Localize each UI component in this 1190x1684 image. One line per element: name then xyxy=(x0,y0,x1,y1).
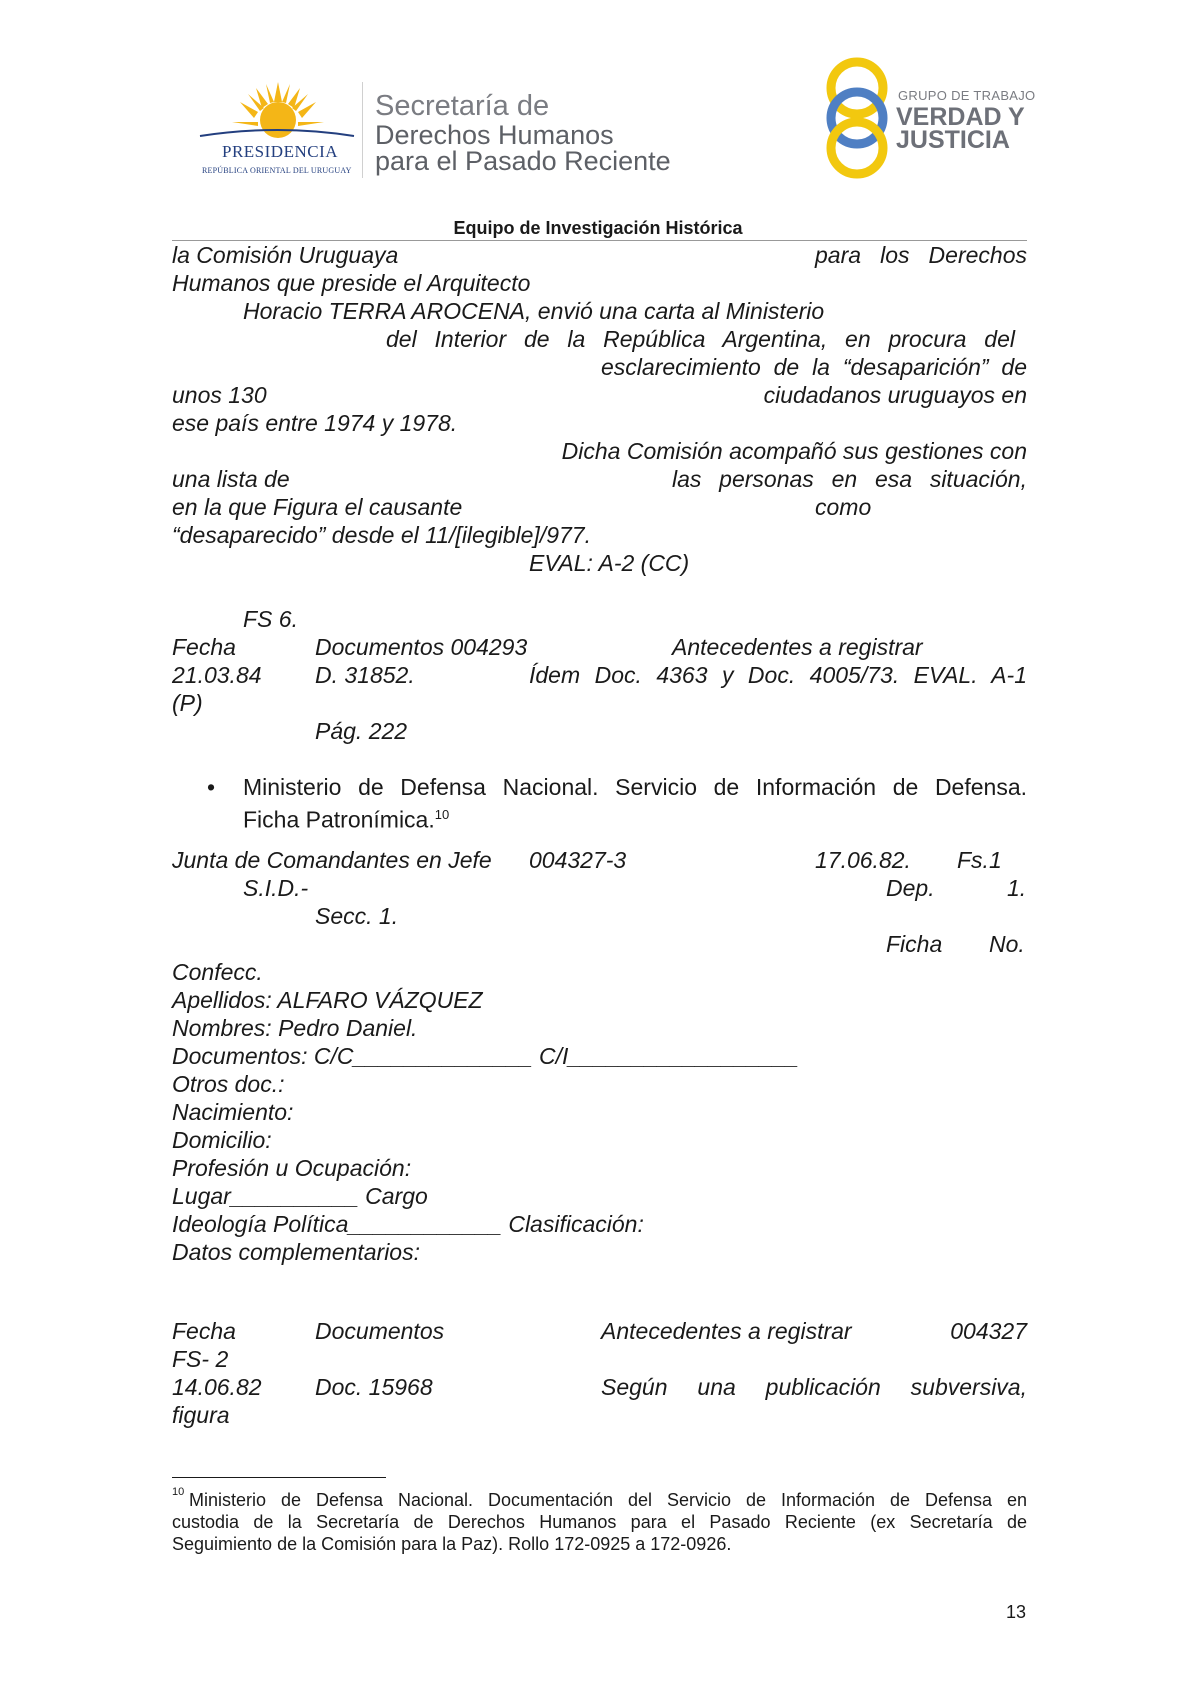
entry-date: 21.03.84 xyxy=(172,662,262,688)
secretaria-line-1: Secretaría de xyxy=(375,90,550,122)
documentos-field: Documentos: C/C______________ C/I__________________ xyxy=(172,1043,799,1069)
no-label: No. xyxy=(989,931,1025,957)
domicilio: Domicilio: xyxy=(172,1127,272,1153)
line: ese país entre 1974 y 1978. xyxy=(172,410,458,436)
ficha-date: 17.06.82. xyxy=(815,847,911,873)
entry-pag: Pág. 222 xyxy=(315,718,408,744)
entry-figura: figura xyxy=(172,1402,230,1428)
line: como xyxy=(815,494,872,520)
entry-segun: Según una publicación subversiva, xyxy=(601,1374,1027,1400)
profesion: Profesión u Ocupación: xyxy=(172,1155,412,1181)
ficha-fs: Fs.1 xyxy=(957,847,1002,873)
line: Humanos que preside el Arquitecto xyxy=(172,270,531,296)
bullet-line-2 xyxy=(243,801,449,834)
fs-label: FS 6. xyxy=(243,606,298,632)
entry-p: (P) xyxy=(172,690,203,716)
fs-2: FS- 2 xyxy=(172,1346,229,1372)
footnote-line-1: Ministerio de Defensa Nacional. Documentación del Servicio de Información de Defensa en xyxy=(189,1490,1027,1510)
line: en la que Figura el causante xyxy=(172,494,463,520)
otros-doc: Otros doc.: xyxy=(172,1071,285,1097)
line: una lista de xyxy=(172,466,290,492)
header-divider xyxy=(362,82,363,178)
bullet-line-2-text: Ficha Patronímica. xyxy=(243,806,435,833)
ficha-label: Ficha xyxy=(886,931,943,957)
dep-num: 1. xyxy=(1007,875,1027,901)
nombres: Nombres: Pedro Daniel. xyxy=(172,1015,418,1041)
line: la Comisión Uruguaya xyxy=(172,242,399,268)
secc: Secc. 1. xyxy=(315,903,399,929)
secretaria-line-2: Derechos Humanos xyxy=(375,120,614,150)
verdad-label: VERDAD Y xyxy=(896,103,1025,131)
line: EVAL: A-2 (CC) xyxy=(529,550,690,576)
bullet-line-1: Ministerio de Defensa Nacional. Servicio de Información de Defensa. xyxy=(243,774,1027,800)
line: Dicha Comisión acompañó sus gestiones con xyxy=(561,438,1027,464)
lugar: Lugar__________ Cargo xyxy=(172,1183,428,1209)
documentos-header: Documentos xyxy=(315,1318,445,1344)
line: esclarecimiento de la “desaparición” de xyxy=(601,354,1027,380)
footnote-line-3: Seguimiento de la Comisión para la Paz). Rollo 172-0925 a 172-0926. xyxy=(172,1534,732,1554)
line: Horacio TERRA AROCENA, envió una carta al Ministerio xyxy=(243,298,825,324)
grupo-label: GRUPO DE TRABAJO xyxy=(898,88,1036,103)
team-title: Equipo de Investigación Histórica xyxy=(453,218,743,238)
line: unos 130 xyxy=(172,382,267,408)
ideologia: Ideología Política____________ Clasificación: xyxy=(172,1211,644,1237)
junta: Junta de Comandantes en Jefe xyxy=(172,847,492,873)
page-number: 13 xyxy=(1006,1602,1027,1622)
footnote-number: 10 xyxy=(172,1486,185,1498)
sun-icon xyxy=(196,80,356,150)
nacimiento: Nacimiento: xyxy=(172,1099,294,1125)
footnote-line-2: custodia de la Secretaría de Derechos Humanos para el Pasado Reciente (ex Secretaría de xyxy=(172,1512,1027,1532)
sid: S.I.D.- xyxy=(243,875,309,901)
dep: Dep. xyxy=(886,875,935,901)
antecedentes-header: Antecedentes a registrar xyxy=(672,634,923,660)
ficha-num: 004327-3 xyxy=(529,847,627,873)
entry-idem: Ídem Doc. 4363 y Doc. 4005/73. EVAL. A-1 xyxy=(529,662,1027,688)
line: “desaparecido” desde el 11/[ilegible]/977. xyxy=(172,522,591,548)
line: ciudadanos uruguayos en xyxy=(763,382,1027,408)
entry-doc: Doc. 15968 xyxy=(315,1374,433,1400)
presidencia-label: PRESIDENCIA xyxy=(222,142,339,161)
entry-doc: D. 31852. xyxy=(315,662,415,688)
footnote-rule xyxy=(172,1477,386,1478)
antecedentes-header: Antecedentes a registrar xyxy=(601,1318,852,1344)
republica-label: REPÚBLICA ORIENTAL DEL URUGUAY xyxy=(202,166,352,175)
line: del Interior de la República Argentina, en procura del xyxy=(386,326,1015,352)
entry-num: 004327 xyxy=(950,1318,1027,1344)
fecha-header: Fecha xyxy=(172,1318,236,1344)
rings-icon xyxy=(822,56,892,180)
datos-complementarios: Datos complementarios: xyxy=(172,1239,420,1265)
entry-date: 14.06.82 xyxy=(172,1374,262,1400)
confecc: Confecc. xyxy=(172,959,263,985)
secretaria-line-3: para el Pasado Reciente xyxy=(375,146,671,176)
fecha-header: Fecha xyxy=(172,634,236,660)
documentos-header: Documentos 004293 xyxy=(315,634,528,660)
line: las personas en esa situación, xyxy=(672,466,1027,492)
line: para los Derechos xyxy=(815,242,1027,268)
footnote-ref: 10 xyxy=(434,807,450,822)
justicia-label: JUSTICIA xyxy=(896,126,1010,154)
presidencia-logo xyxy=(196,80,356,180)
bullet-icon: • xyxy=(207,774,216,800)
apellidos: Apellidos: ALFARO VÁZQUEZ xyxy=(172,987,483,1013)
